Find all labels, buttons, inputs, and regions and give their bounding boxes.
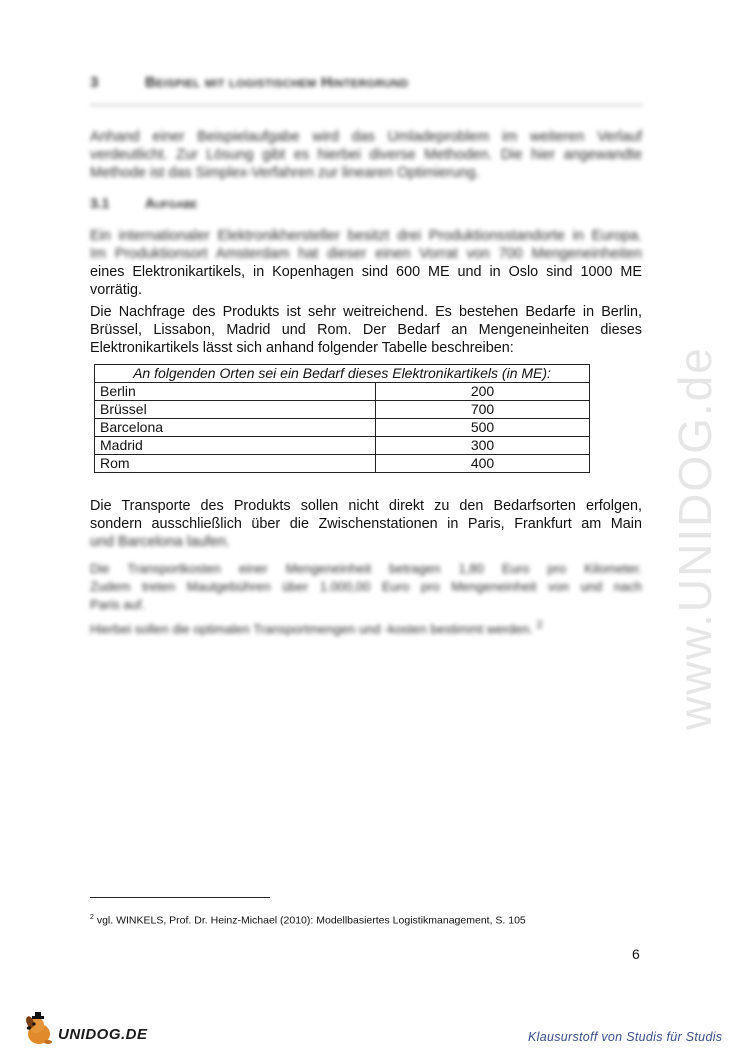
section-number: 3.1 (90, 195, 110, 211)
text-line: Zudem treten Mautgebühren über 1.000,00 Euro pro Mengeneinheit von und nach (90, 579, 642, 594)
table-row (95, 437, 590, 455)
table-cell-value: 200 (376, 383, 590, 401)
text-line: Die Nachfrage des Produkts ist sehr weitreichend. Es bestehen Bedarfe in Berlin, (90, 304, 642, 320)
table-row (95, 455, 590, 473)
table-cell-city: Brüssel (95, 401, 376, 419)
table-header-row (95, 365, 590, 383)
table-cell-city: Rom (95, 455, 376, 473)
table-cell-value: 300 (376, 437, 590, 455)
text-line: Elektronikartikels lässt sich anhand folgender Tabelle beschreiben: (90, 340, 514, 356)
table-cell-value: 700 (376, 401, 590, 419)
text-line: Anhand einer Beispielaufgabe wird das Umladeproblem im weiteren Verlauf (90, 129, 642, 145)
paragraph-costs (90, 560, 642, 614)
text-line: Brüssel, Lissabon, Madrid und Rom. Der Bedarf an Mengeneinheiten dieses (90, 322, 642, 338)
unidog-logo (22, 1012, 152, 1048)
chapter-number: 3 (90, 74, 99, 91)
dog-mascot-icon (22, 1012, 56, 1048)
table-cell-city: Berlin (95, 383, 376, 401)
text-line: Ein internationaler Elektronikhersteller besitzt drei Produktionsstandorte in Europa. (90, 228, 642, 244)
text-line: Die Transportkosten einer Mengeneinheit betragen 1,80 Euro pro Kilometer. (90, 561, 642, 576)
logo-text: UNIDOG.DE (58, 1026, 148, 1043)
table-cell-city: Madrid (95, 437, 376, 455)
chapter-heading (90, 72, 643, 106)
footer-tagline: Klausurstoff von Studis für Studis (528, 1030, 723, 1044)
chapter-title: Beispiel mit logistischem Hintergrund (145, 74, 409, 91)
paragraph-demand (90, 303, 642, 357)
table-header: An folgenden Orten sei ein Bedarf dieses Elektronikartikels (in ME): (95, 365, 590, 383)
text-line: Die Transporte des Produkts sollen nicht direkt zu den Bedarfsorten erfolgen, (90, 498, 642, 514)
text-line: und Barcelona laufen. (90, 534, 231, 550)
table-row (95, 383, 590, 401)
text-line: vorrätig. (90, 282, 142, 298)
text-line: Methode ist das Simplex-Verfahren zur linearen Optimierung. (90, 165, 480, 181)
footnote-ref: 2 (536, 619, 543, 631)
text-line (90, 616, 642, 638)
table-row (95, 419, 590, 437)
text-line: sondern ausschließlich über die Zwischenstationen in Paris, Frankfurt am Main (90, 516, 642, 532)
text-line: verdeutlicht. Zur Lösung gibt es hierbei diverse Methoden. Die hier angewandte (90, 147, 642, 163)
text-line: Paris auf. (90, 597, 145, 612)
section-title: Aufgabe (145, 195, 198, 211)
paragraph-transport (90, 497, 642, 551)
objective-text: Hierbei sollen die optimalen Transportmengen und -kosten bestimmt werden. (90, 621, 533, 637)
paragraph-objective (90, 616, 642, 638)
intro-paragraph (90, 128, 642, 182)
footnote-marker: 2 (90, 914, 94, 921)
demand-table (94, 364, 590, 473)
footnote-rule (90, 897, 270, 898)
paragraph-supply (90, 227, 642, 299)
table-row (95, 401, 590, 419)
footnote-text: vgl. WINKELS, Prof. Dr. Heinz-Michael (2010): Modellbasiertes Logistikmanagement, S. 105 (96, 914, 526, 927)
text-line: Im Produktionsort Amsterdam hat dieser einen Vorrat von 700 Mengeneinheiten (90, 246, 642, 262)
text-line: eines Elektronikartikels, in Kopenhagen sind 600 ME und in Oslo sind 1000 ME (90, 264, 642, 280)
table-cell-value: 500 (376, 419, 590, 437)
footnote (90, 914, 526, 927)
page-number: 6 (632, 946, 640, 962)
table-cell-value: 400 (376, 455, 590, 473)
table-cell-city: Barcelona (95, 419, 376, 437)
watermark: www.UNIDOG.de (669, 346, 721, 730)
